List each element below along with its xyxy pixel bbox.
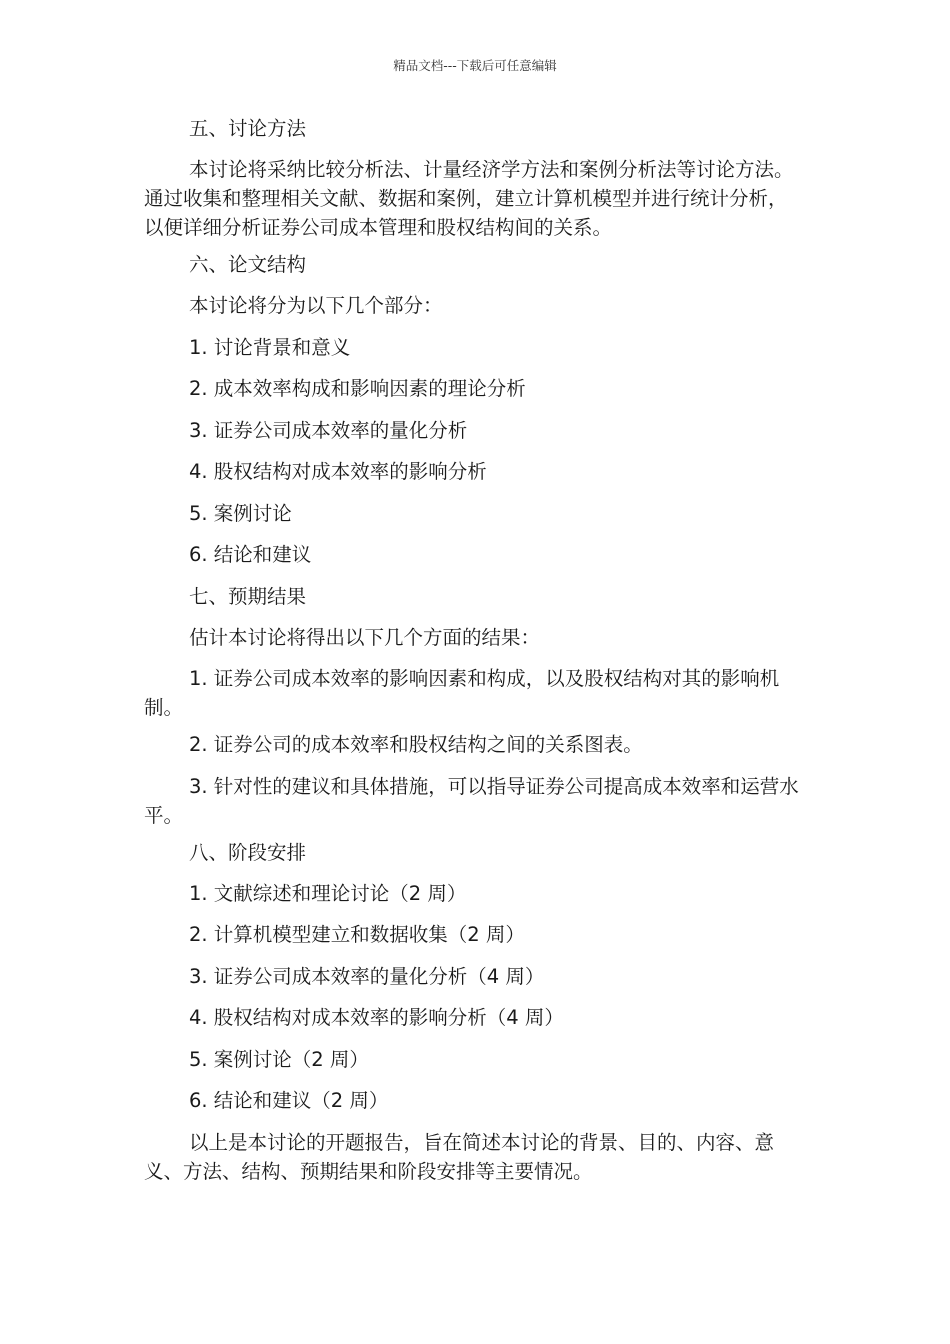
structure-item: 6. 结论和建议 bbox=[189, 543, 312, 566]
document-body bbox=[144, 114, 804, 1194]
results-item: 2. 证券公司的成本效率和股权结构之间的关系图表。 bbox=[189, 733, 643, 756]
structure-item: 2. 成本效率构成和影响因素的理论分析 bbox=[189, 377, 526, 400]
method-paragraph: 本讨论将采纳比较分析法、计量经济学方法和案例分析法等讨论方法。通过收集和整理相关文献、数据和案例，建立计算机模型并进行统计分析，以便详细分析证券公司成本管理和股权结构间的关系。 bbox=[144, 158, 794, 239]
page-header: 精品文档---下载后可任意编辑 bbox=[393, 58, 557, 73]
schedule-item: 2. 计算机模型建立和数据收集（2 周） bbox=[189, 923, 525, 946]
results-item: 1. 证券公司成本效率的影响因素和构成，以及股权结构对其的影响机制。 bbox=[144, 667, 780, 719]
structure-item: 4. 股权结构对成本效率的影响分析 bbox=[189, 460, 487, 483]
schedule-item: 3. 证券公司成本效率的量化分析（4 周） bbox=[189, 964, 545, 988]
section-heading-structure: 六、论文结构 bbox=[189, 253, 307, 276]
section-heading-method: 五、讨论方法 bbox=[189, 117, 307, 140]
section-heading-results: 七、预期结果 bbox=[189, 584, 307, 608]
structure-item: 1. 讨论背景和意义 bbox=[189, 335, 351, 359]
schedule-item: 4. 股权结构对成本效率的影响分析（4 周） bbox=[189, 1006, 564, 1029]
structure-item: 5. 案例讨论 bbox=[189, 501, 292, 525]
conclusion-paragraph: 以上是本讨论的开题报告，旨在简述本讨论的背景、目的、内容、意义、方法、结构、预期结果和阶段安排等主要情况。 bbox=[144, 1130, 775, 1183]
results-intro: 估计本讨论将得出以下几个方面的结果： bbox=[189, 625, 541, 649]
structure-item: 3. 证券公司成本效率的量化分析 bbox=[189, 418, 468, 442]
section-heading-schedule: 八、阶段安排 bbox=[189, 840, 307, 864]
structure-intro: 本讨论将分为以下几个部分： bbox=[189, 294, 443, 317]
schedule-item: 6. 结论和建议（2 周） bbox=[189, 1089, 389, 1112]
results-item: 3. 针对性的建议和具体措施，可以指导证券公司提高成本效率和运营水平。 bbox=[144, 774, 799, 827]
schedule-item: 5. 案例讨论（2 周） bbox=[189, 1047, 369, 1071]
schedule-item: 1. 文献综述和理论讨论（2 周） bbox=[189, 881, 467, 905]
